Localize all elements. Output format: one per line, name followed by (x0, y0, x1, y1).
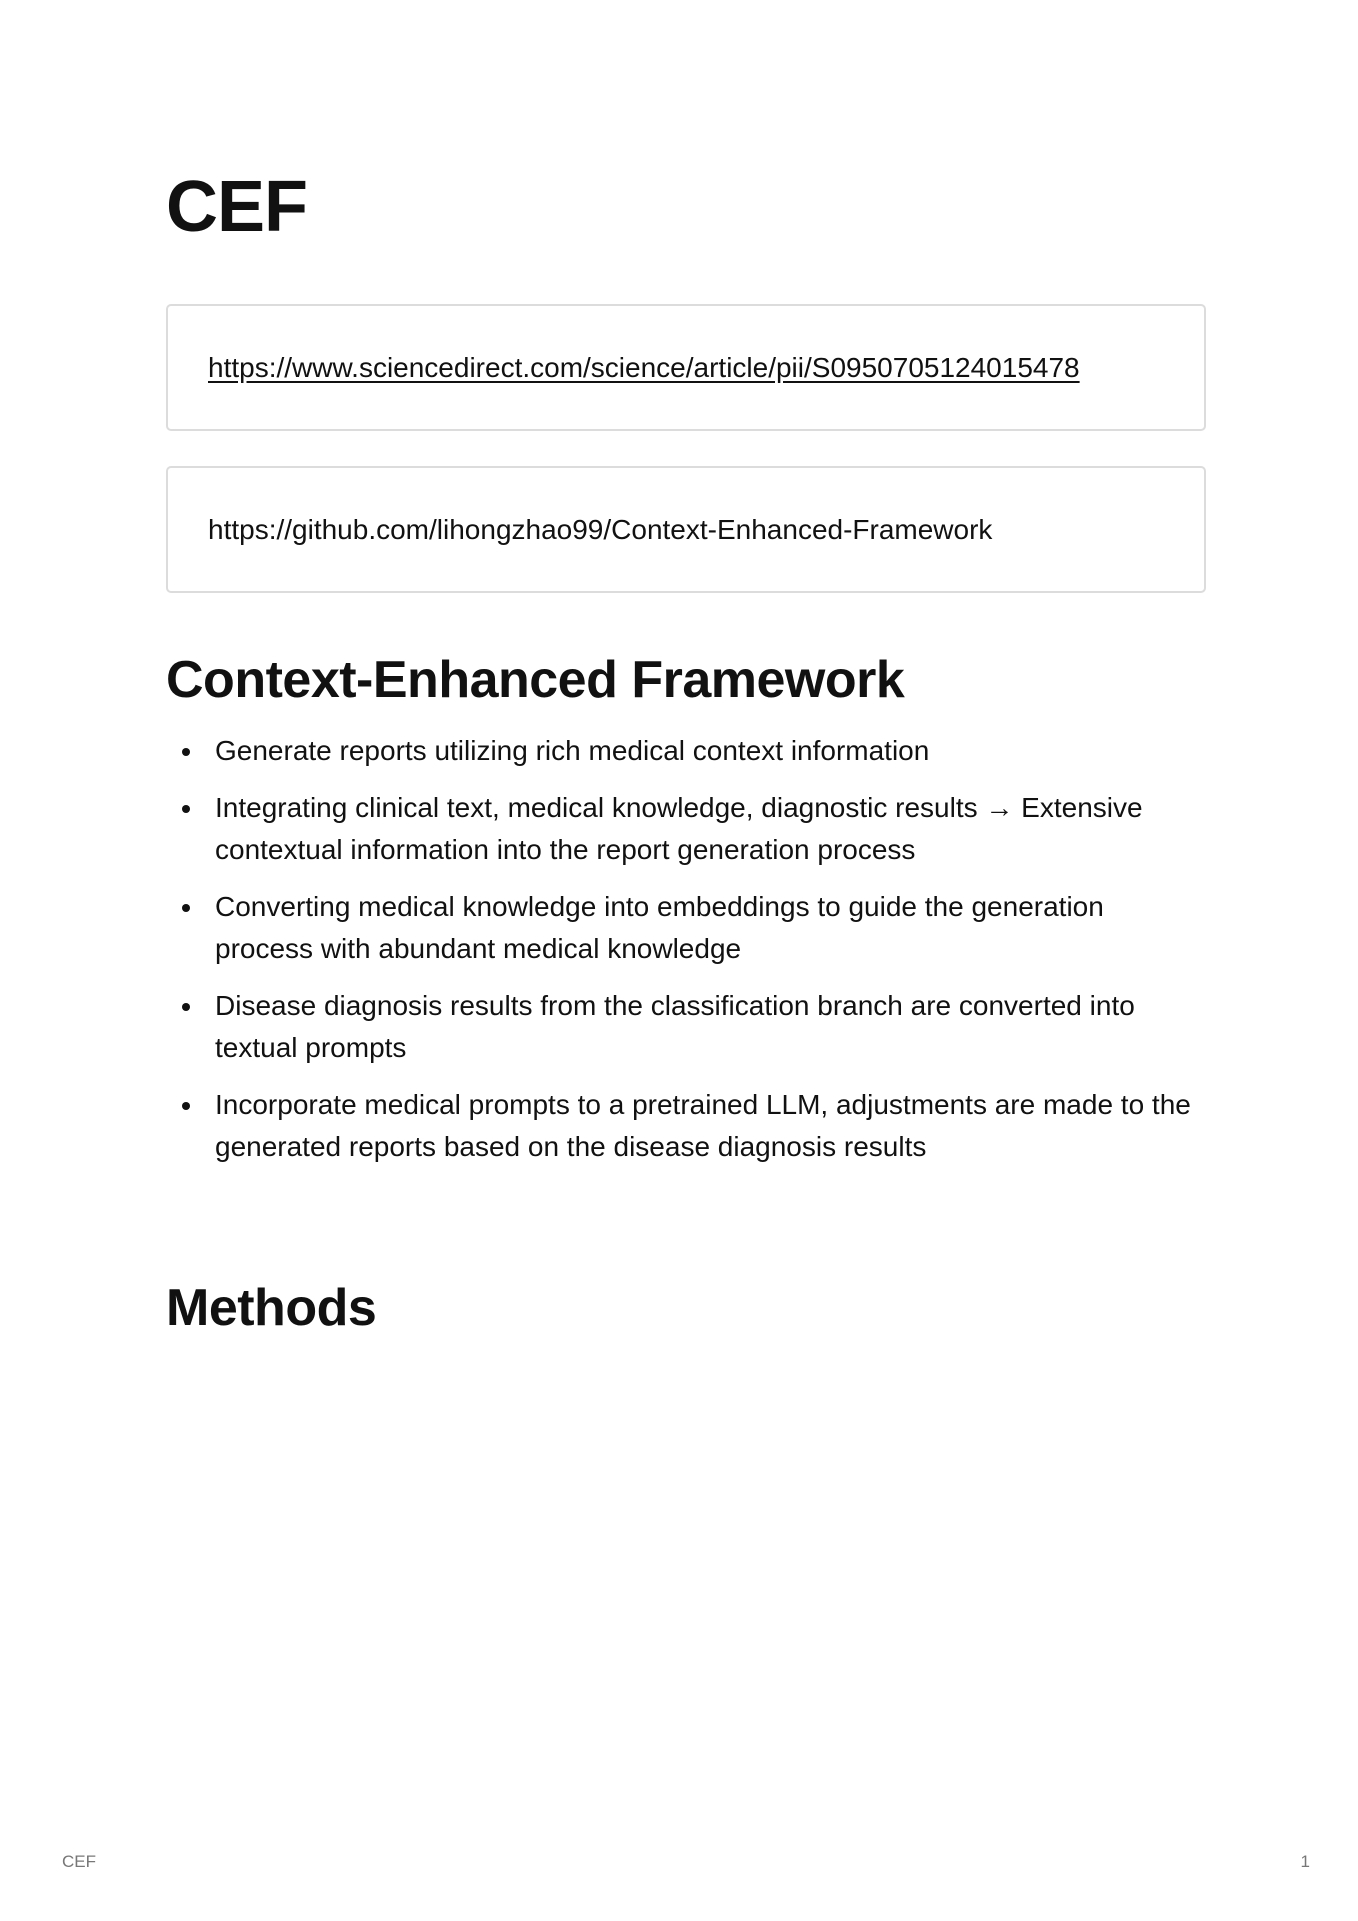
list-item: Incorporate medical prompts to a pretrained LLM, adjustments are made to the generated reports based on the disease diagnosis results (215, 1084, 1206, 1168)
paper-link-box (166, 304, 1206, 431)
github-link[interactable]: https://github.com/lihongzhao99/Context-Enhanced-Framework (208, 513, 993, 545)
list-item: Integrating clinical text, medical knowledge, diagnostic results → Extensive contextual information into the report generation process (215, 787, 1206, 871)
footer-page-number: 1 (1300, 1852, 1310, 1871)
list-item: Disease diagnosis results from the classification branch are converted into textual prompts (215, 985, 1206, 1069)
footer-doc-name: CEF (62, 1852, 96, 1871)
bullet-list (166, 730, 1206, 1168)
section-heading-methods: Methods (166, 1279, 377, 1337)
paper-link[interactable]: https://www.sciencedirect.com/science/article/pii/S0950705124015478 (208, 351, 1080, 383)
page-title: CEF (166, 167, 307, 247)
section-heading-context-enhanced-framework: Context-Enhanced Framework (166, 651, 905, 709)
list-item: Converting medical knowledge into embeddings to guide the generation process with abundant medical knowledge (215, 886, 1206, 970)
document-page (166, 160, 1206, 1340)
list-item: Generate reports utilizing rich medical context information (215, 730, 1206, 772)
github-link-box (166, 466, 1206, 593)
